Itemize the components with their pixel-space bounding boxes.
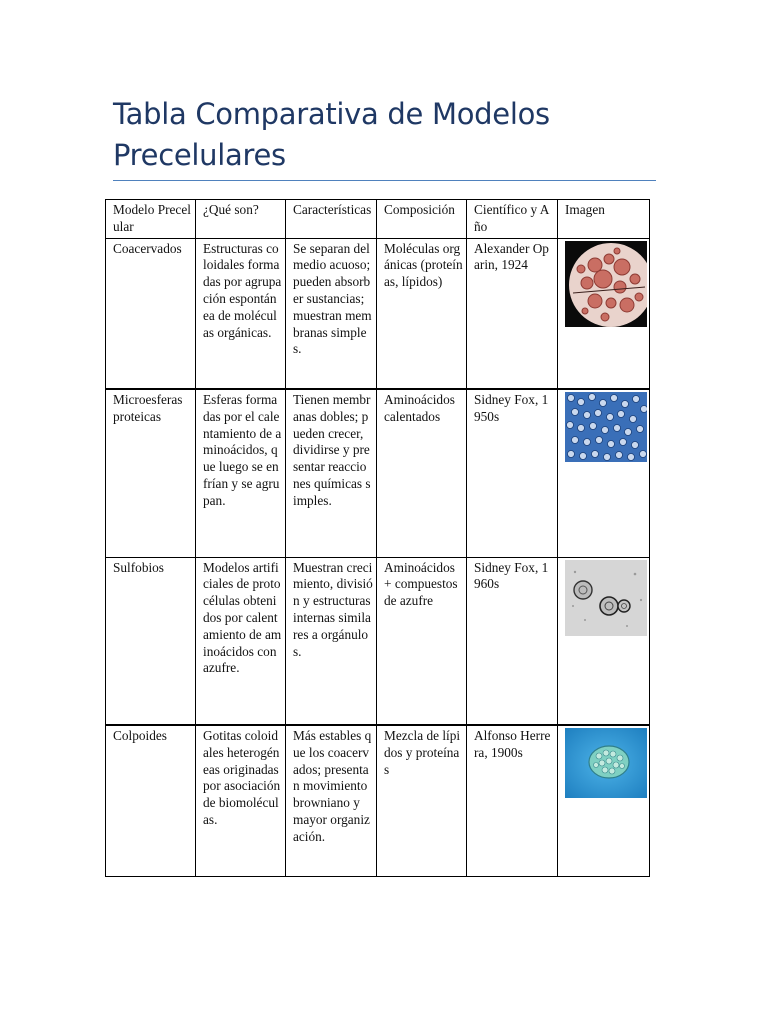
sulfobios-micrograph-image <box>565 560 647 636</box>
table-row <box>106 238 650 389</box>
cell-cientifico: Sidney Fox, 1950s <box>467 389 558 557</box>
colpoides-micrograph-image <box>565 728 647 798</box>
cell-caracteristicas: Se separan del medio acuoso; pueden absorber sustancias; muestran membranas simples. <box>286 238 377 389</box>
header-row <box>106 200 650 239</box>
coacervate-micrograph-image <box>565 241 647 327</box>
header-cell-que-son: ¿Qué son? <box>196 200 286 239</box>
cell-cientifico: Alfonso Herrera, 1900s <box>467 725 558 876</box>
cell-modelo: Coacervados <box>106 238 196 389</box>
table-row <box>106 725 650 876</box>
cell-composicion: Aminoácidos + compuestos de azufre <box>377 557 467 725</box>
page-title: Tabla Comparativa de Modelos Precelulares <box>113 97 550 172</box>
cell-que-son: Gotitas coloidales heterogéneas originadas por asociación de biomoléculas. <box>196 725 286 876</box>
cell-caracteristicas: Muestran crecimiento, división y estructuras internas similares a orgánulos. <box>286 557 377 725</box>
cell-imagen <box>558 389 650 557</box>
cell-composicion: Aminoácidos calentados <box>377 389 467 557</box>
header-cell-caracteristicas: Características <box>286 200 377 239</box>
cell-imagen <box>558 725 650 876</box>
title-underline <box>113 180 656 181</box>
cell-cientifico: Alexander Oparin, 1924 <box>467 238 558 389</box>
cell-caracteristicas: Tienen membranas dobles; pueden crecer, dividirse y presentar reacciones químicas simples. <box>286 389 377 557</box>
table-row <box>106 557 650 725</box>
cell-composicion: Mezcla de lípidos y proteínas <box>377 725 467 876</box>
table-row <box>106 389 650 557</box>
cell-modelo: Sulfobios <box>106 557 196 725</box>
cell-composicion: Moléculas orgánicas (proteínas, lípidos) <box>377 238 467 389</box>
microspheres-micrograph-image <box>565 392 647 462</box>
cell-modelo: Microesferas proteicas <box>106 389 196 557</box>
header-cell-composicion: Composición <box>377 200 467 239</box>
cell-que-son: Estructuras coloidales formadas por agrupación espontánea de moléculas orgánicas. <box>196 238 286 389</box>
cell-caracteristicas: Más estables que los coacervados; presentan movimiento browniano y mayor organización. <box>286 725 377 876</box>
cell-que-son: Modelos artificiales de protocélulas obtenidos por calentamiento de aminoácidos con azufre. <box>196 557 286 725</box>
comparison-table <box>105 199 650 877</box>
cell-cientifico: Sidney Fox, 1960s <box>467 557 558 725</box>
header-cell-imagen: Imagen <box>558 200 650 239</box>
cell-que-son: Esferas formadas por el calentamiento de aminoácidos, que luego se enfrían y se agrupan. <box>196 389 286 557</box>
header-cell-cientifico: Científico y Año <box>467 200 558 239</box>
cell-imagen <box>558 238 650 389</box>
header-cell-modelo: Modelo Precelular <box>106 200 196 239</box>
cell-modelo: Colpoides <box>106 725 196 876</box>
cell-imagen <box>558 557 650 725</box>
